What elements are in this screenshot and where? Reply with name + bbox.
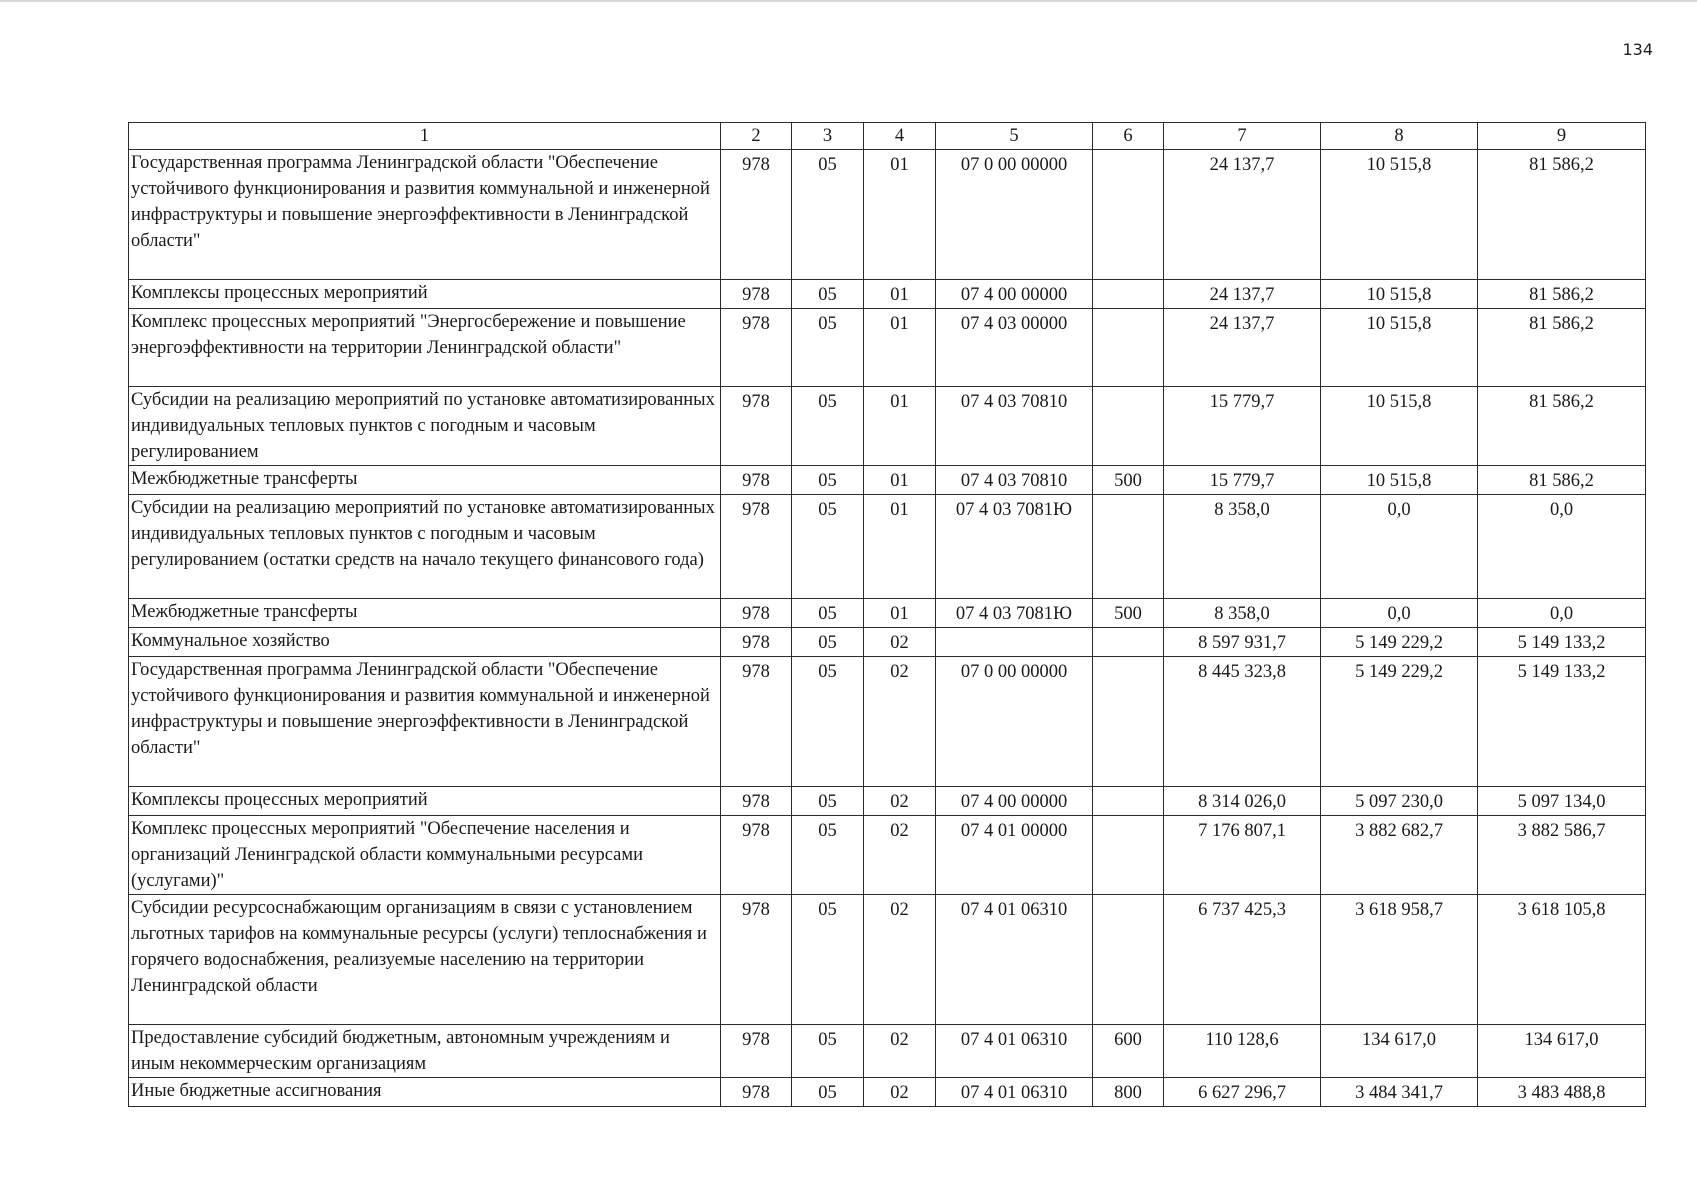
row-subsection-code: 02: [864, 628, 936, 657]
row-name: Комплексы процессных мероприятий: [129, 787, 721, 816]
row-amount-col8: 5 097 230,0: [1321, 787, 1478, 816]
table-row: [129, 599, 1646, 628]
header-col-6: 6: [1093, 123, 1164, 150]
budget-table: [128, 122, 1646, 1107]
row-amount-col7: 8 445 323,8: [1164, 657, 1321, 787]
row-target-article: 07 4 03 7081Ю: [936, 599, 1093, 628]
row-section-code: 05: [792, 150, 864, 280]
row-name: Межбюджетные трансферты: [129, 466, 721, 495]
row-subsection-code: 02: [864, 1025, 936, 1078]
row-amount-col9: 5 149 133,2: [1478, 657, 1646, 787]
row-ministry-code: 978: [721, 387, 792, 466]
row-amount-col8: 10 515,8: [1321, 466, 1478, 495]
row-amount-col7: 8 597 931,7: [1164, 628, 1321, 657]
table-row: [129, 628, 1646, 657]
table-row: [129, 1078, 1646, 1107]
row-amount-col9: 5 149 133,2: [1478, 628, 1646, 657]
row-amount-col8: 10 515,8: [1321, 387, 1478, 466]
row-section-code: 05: [792, 599, 864, 628]
row-target-article: 07 4 01 06310: [936, 1078, 1093, 1107]
row-target-article: 07 4 01 06310: [936, 895, 1093, 1025]
row-amount-col8: 5 149 229,2: [1321, 657, 1478, 787]
row-target-article: 07 0 00 00000: [936, 150, 1093, 280]
row-amount-col8: 3 618 958,7: [1321, 895, 1478, 1025]
header-col-5: 5: [936, 123, 1093, 150]
row-name: Государственная программа Ленинградской области "Обеспечение устойчивого функционирования и развития коммунальной и инженерной инфраструктуры и повышение энергоэффективности в Ленинградской области": [129, 150, 721, 280]
row-expense-type: [1093, 816, 1164, 895]
row-subsection-code: 01: [864, 599, 936, 628]
row-ministry-code: 978: [721, 816, 792, 895]
row-amount-col8: 10 515,8: [1321, 309, 1478, 387]
row-expense-type: [1093, 280, 1164, 309]
row-amount-col8: 10 515,8: [1321, 150, 1478, 280]
row-section-code: 05: [792, 628, 864, 657]
table-row: [129, 657, 1646, 787]
row-section-code: 05: [792, 1078, 864, 1107]
row-section-code: 05: [792, 787, 864, 816]
row-name: Государственная программа Ленинградской области "Обеспечение устойчивого функционирования и развития коммунальной и инженерной инфраструктуры и повышение энергоэффективности в Ленинградской области": [129, 657, 721, 787]
row-name: Предоставление субсидий бюджетным, автономным учреждениям и иным некоммерческим организациям: [129, 1025, 721, 1078]
row-amount-col8: 134 617,0: [1321, 1025, 1478, 1078]
row-section-code: 05: [792, 895, 864, 1025]
row-amount-col9: 134 617,0: [1478, 1025, 1646, 1078]
row-expense-type: [1093, 150, 1164, 280]
row-amount-col7: 7 176 807,1: [1164, 816, 1321, 895]
row-section-code: 05: [792, 495, 864, 599]
table-body: [129, 150, 1646, 1107]
row-amount-col7: 8 314 026,0: [1164, 787, 1321, 816]
table-row: [129, 787, 1646, 816]
row-ministry-code: 978: [721, 1078, 792, 1107]
row-name: Комплекс процессных мероприятий "Обеспечение населения и организаций Ленинградской области коммунальными ресурсами (услугами)": [129, 816, 721, 895]
row-amount-col9: 81 586,2: [1478, 387, 1646, 466]
row-amount-col7: 15 779,7: [1164, 466, 1321, 495]
row-amount-col9: 81 586,2: [1478, 466, 1646, 495]
row-name: Коммунальное хозяйство: [129, 628, 721, 657]
header-col-2: 2: [721, 123, 792, 150]
table-row: [129, 816, 1646, 895]
table-row: [129, 495, 1646, 599]
page-number: 134: [1622, 40, 1653, 59]
row-subsection-code: 01: [864, 466, 936, 495]
row-section-code: 05: [792, 816, 864, 895]
row-target-article: 07 4 03 70810: [936, 466, 1093, 495]
row-expense-type: 800: [1093, 1078, 1164, 1107]
row-subsection-code: 02: [864, 1078, 936, 1107]
row-subsection-code: 01: [864, 309, 936, 387]
row-ministry-code: 978: [721, 787, 792, 816]
row-subsection-code: 01: [864, 150, 936, 280]
row-amount-col9: 0,0: [1478, 495, 1646, 599]
row-amount-col9: 3 483 488,8: [1478, 1078, 1646, 1107]
row-ministry-code: 978: [721, 466, 792, 495]
row-target-article: 07 4 03 00000: [936, 309, 1093, 387]
row-section-code: 05: [792, 280, 864, 309]
row-name: Комплекс процессных мероприятий "Энергосбережение и повышение энергоэффективности на территории Ленинградской области": [129, 309, 721, 387]
row-target-article: [936, 628, 1093, 657]
row-amount-col9: 0,0: [1478, 599, 1646, 628]
row-subsection-code: 02: [864, 816, 936, 895]
row-name: Иные бюджетные ассигнования: [129, 1078, 721, 1107]
row-amount-col7: 8 358,0: [1164, 599, 1321, 628]
row-amount-col9: 5 097 134,0: [1478, 787, 1646, 816]
header-col-8: 8: [1321, 123, 1478, 150]
row-ministry-code: 978: [721, 1025, 792, 1078]
row-amount-col9: 81 586,2: [1478, 309, 1646, 387]
row-expense-type: [1093, 895, 1164, 1025]
row-subsection-code: 02: [864, 657, 936, 787]
row-amount-col8: 10 515,8: [1321, 280, 1478, 309]
row-target-article: 07 4 00 00000: [936, 280, 1093, 309]
row-ministry-code: 978: [721, 599, 792, 628]
row-amount-col7: 24 137,7: [1164, 280, 1321, 309]
row-amount-col7: 15 779,7: [1164, 387, 1321, 466]
row-target-article: 07 4 01 00000: [936, 816, 1093, 895]
row-amount-col8: 5 149 229,2: [1321, 628, 1478, 657]
header-col-3: 3: [792, 123, 864, 150]
table-row: [129, 387, 1646, 466]
row-expense-type: [1093, 657, 1164, 787]
row-target-article: 07 4 00 00000: [936, 787, 1093, 816]
row-section-code: 05: [792, 309, 864, 387]
row-expense-type: [1093, 309, 1164, 387]
row-amount-col8: 0,0: [1321, 599, 1478, 628]
row-ministry-code: 978: [721, 280, 792, 309]
row-amount-col7: 6 737 425,3: [1164, 895, 1321, 1025]
table-row: [129, 150, 1646, 280]
row-name: Субсидии на реализацию мероприятий по установке автоматизированных индивидуальных тепловых пунктов с погодным и часовым регулированием (остатки средств на начало текущего финансового года): [129, 495, 721, 599]
row-expense-type: 500: [1093, 466, 1164, 495]
row-amount-col7: 110 128,6: [1164, 1025, 1321, 1078]
table-row: [129, 466, 1646, 495]
header-col-1: 1: [129, 123, 721, 150]
row-target-article: 07 4 03 70810: [936, 387, 1093, 466]
row-ministry-code: 978: [721, 657, 792, 787]
row-target-article: 07 4 01 06310: [936, 1025, 1093, 1078]
row-amount-col7: 8 358,0: [1164, 495, 1321, 599]
scan-top-edge: [0, 0, 1697, 2]
table-row: [129, 1025, 1646, 1078]
row-expense-type: [1093, 387, 1164, 466]
table-row: [129, 895, 1646, 1025]
row-name: Межбюджетные трансферты: [129, 599, 721, 628]
table-row: [129, 309, 1646, 387]
row-subsection-code: 01: [864, 387, 936, 466]
row-subsection-code: 01: [864, 495, 936, 599]
row-ministry-code: 978: [721, 628, 792, 657]
row-amount-col7: 24 137,7: [1164, 150, 1321, 280]
row-section-code: 05: [792, 1025, 864, 1078]
row-expense-type: 600: [1093, 1025, 1164, 1078]
row-section-code: 05: [792, 657, 864, 787]
row-ministry-code: 978: [721, 495, 792, 599]
row-amount-col8: 0,0: [1321, 495, 1478, 599]
row-amount-col7: 24 137,7: [1164, 309, 1321, 387]
row-amount-col9: 3 882 586,7: [1478, 816, 1646, 895]
row-section-code: 05: [792, 466, 864, 495]
table-header: [129, 123, 1646, 150]
header-col-7: 7: [1164, 123, 1321, 150]
row-ministry-code: 978: [721, 895, 792, 1025]
row-name: Комплексы процессных мероприятий: [129, 280, 721, 309]
row-amount-col9: 81 586,2: [1478, 150, 1646, 280]
row-amount-col9: 81 586,2: [1478, 280, 1646, 309]
row-expense-type: [1093, 787, 1164, 816]
row-subsection-code: 01: [864, 280, 936, 309]
row-amount-col7: 6 627 296,7: [1164, 1078, 1321, 1107]
row-ministry-code: 978: [721, 150, 792, 280]
row-name: Субсидии ресурсоснабжающим организациям в связи с установлением льготных тарифов на коммунальные ресурсы (услуги) теплоснабжения и горячего водоснабжения, реализуемые населению на территории Ленинградской области: [129, 895, 721, 1025]
table-row: [129, 280, 1646, 309]
row-expense-type: 500: [1093, 599, 1164, 628]
row-expense-type: [1093, 628, 1164, 657]
row-amount-col8: 3 882 682,7: [1321, 816, 1478, 895]
row-name: Субсидии на реализацию мероприятий по установке автоматизированных индивидуальных тепловых пунктов с погодным и часовым регулированием: [129, 387, 721, 466]
row-target-article: 07 0 00 00000: [936, 657, 1093, 787]
header-row: [129, 123, 1646, 150]
row-amount-col9: 3 618 105,8: [1478, 895, 1646, 1025]
row-amount-col8: 3 484 341,7: [1321, 1078, 1478, 1107]
row-expense-type: [1093, 495, 1164, 599]
header-col-4: 4: [864, 123, 936, 150]
row-target-article: 07 4 03 7081Ю: [936, 495, 1093, 599]
row-subsection-code: 02: [864, 895, 936, 1025]
row-subsection-code: 02: [864, 787, 936, 816]
row-ministry-code: 978: [721, 309, 792, 387]
row-section-code: 05: [792, 387, 864, 466]
header-col-9: 9: [1478, 123, 1646, 150]
